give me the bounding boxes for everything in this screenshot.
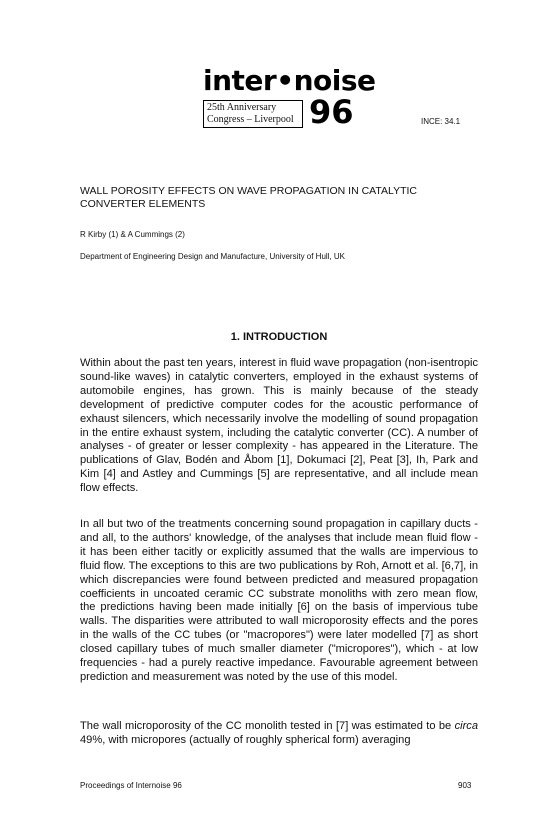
paper-affiliation: Department of Engineering Design and Manufacture, University of Hull, UK — [80, 252, 346, 261]
paragraph-3-italic: circa — [454, 720, 478, 732]
logo-anniversary-box — [203, 100, 303, 128]
logo-box-line1: 25th Anniversary — [207, 102, 277, 113]
paragraph-3-text-b: 49%, with micropores (actually of roughly spherical form) averaging — [80, 733, 411, 746]
section-heading: 1. INTRODUCTION — [230, 331, 328, 343]
paragraph-3 — [80, 720, 478, 748]
paragraph-2: In all but two of the treatments concerning sound propagation in capillary ducts - and all, to the authors' knowledge, of the analyses that include mean fluid flow - it has been either tacitly or explicitly assumed that the walls are impervious to fluid flow. The exceptions to this are two publications by Roh, Arnott et al. [6,7], in which discrepancies were found between predicted and measured propagation coefficients in uncoated ceramic CC substrate monoliths with zero mean flow, the predictions having been made initially [6] on the basis of impervious tube walls. The disparities were attributed to wall microporosity effects and the pores in the walls of the CC tubes (or "macropores") were later modelled [7] as short closed capillary tubes of much smaller diameter ("micropores"), which - at low frequencies - had a purely reactive impedance. Favourable agreement between prediction and measurement was noted by the use of this model. — [80, 518, 478, 683]
paper-authors: R Kirby (1) & A Cummings (2) — [80, 230, 185, 239]
logo-box-line2: Congress – Liverpool — [207, 114, 294, 125]
footer-proceedings: Proceedings of Internoise 96 — [80, 781, 182, 790]
logo-year-number: 96 — [309, 93, 354, 131]
footer-page-number: 903 — [458, 781, 472, 790]
paragraph-3-text-a: The wall microporosity of the CC monolith tested in [7] was estimated to be — [80, 720, 455, 732]
logo-wordmark: inter•noise — [203, 64, 376, 97]
inter-noise-logo — [203, 64, 376, 132]
paper-reference-code: INCE: 34.1 — [421, 117, 461, 126]
paper-title: WALL POROSITY EFFECTS ON WAVE PROPAGATION IN CATALYTIC CONVERTER ELEMENTS — [80, 185, 418, 210]
paragraph-1: Within about the past ten years, interest in fluid wave propagation (non-isentropic sound-like waves) in catalytic converters, employed in the exhaust systems of automobile engines, has grown. This is mainly because of the steady development of predictive computer codes for the acoustic performance of exhaust silencers, which necessarily involve the modelling of sound propagation in the entire exhaust system, including the catalytic converter (CC). A number of analyses - of greater or lesser complexity - has appeared in the Literature. The publications of Glav, Bodén and Åbom [1], Dokumaci [2], Peat [3], Ih, Park and Kim [4] and Astley and Cummings [5] are representative, and all include mean flow effects. — [80, 357, 478, 495]
